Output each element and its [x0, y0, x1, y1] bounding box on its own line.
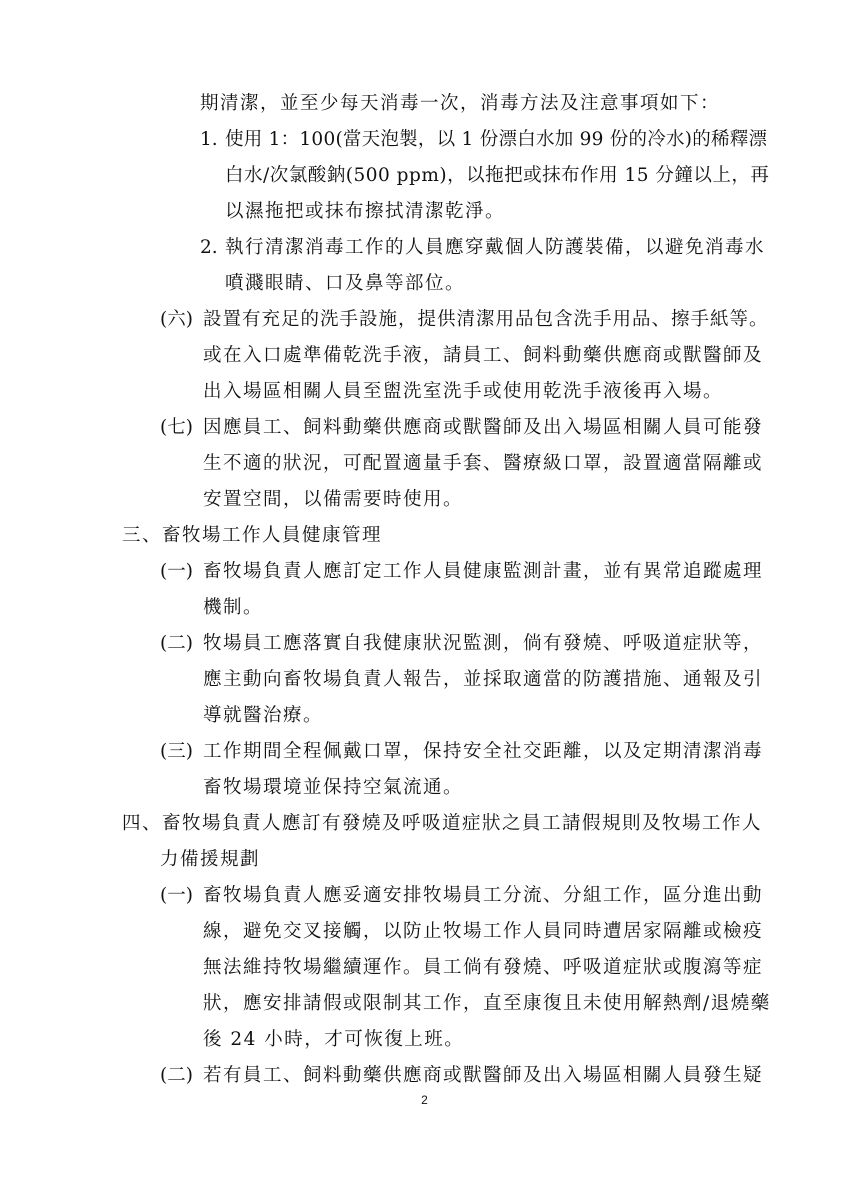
s4-item1-line-2: 線，避免交叉接觸，以防止牧場工作人員同時遭居家隔離或檢疫: [203, 921, 764, 942]
sub2-line-2: 噴濺眼睛、口及鼻等部位。: [225, 273, 466, 294]
s3-item1-line-1: 畜牧場負責人應訂定工作人員健康監測計畫，並有異常追蹤處理: [203, 561, 764, 582]
sub1-marker: 1.: [200, 129, 218, 150]
s3-item2-line-1: 牧場員工應落實自我健康狀況監測，倘有發燒、呼吸道症狀等，: [203, 633, 764, 654]
sub1-line-3: 以濕拖把或抹布擦拭清潔乾淨。: [225, 201, 506, 222]
s3-item3-line-1: 工作期間全程佩戴口罩，保持安全社交距離，以及定期清潔消毒: [203, 741, 764, 762]
item7-line-1: 因應員工、飼料動藥供應商或獸醫師及出入場區相關人員可能發: [203, 417, 764, 438]
s4-item1-line-4: 狀，應安排請假或限制其工作，直至康復且未使用解熱劑/退燒藥: [203, 993, 771, 1014]
item6-line-2: 或在入口處準備乾洗手液，請員工、飼料動藥供應商或獸醫師及: [203, 345, 764, 366]
s4-item2-marker: (二): [160, 1065, 193, 1086]
s3-item1-line-2: 機制。: [203, 597, 264, 618]
item6-marker: (六): [160, 309, 193, 330]
page-number: 2: [421, 1093, 428, 1107]
s4-item2-line-1: 若有員工、飼料動藥供應商或獸醫師及出入場區相關人員發生疑: [203, 1065, 764, 1086]
section4-heading-line-1: 四、畜牧場負責人應訂有發燒及呼吸道症狀之員工請假規則及牧場工作人: [122, 813, 763, 834]
section4-heading-line-2: 力備援規劃: [160, 849, 261, 870]
item7-line-2: 生不適的狀況，可配置適量手套、醫療級口罩，設置適當隔離或: [203, 453, 764, 474]
sub2-line-1: 執行清潔消毒工作的人員應穿戴個人防護裝備，以避免消毒水: [225, 237, 766, 258]
intro-line: 期清潔，並至少每天消毒一次，消毒方法及注意事項如下：: [200, 93, 721, 114]
s4-item1-marker: (一): [160, 885, 193, 906]
s3-item3-marker: (三): [160, 741, 193, 762]
item6-line-1: 設置有充足的洗手設施，提供清潔用品包含洗手用品、擦手紙等。: [203, 309, 769, 330]
s4-item1-line-1: 畜牧場負責人應妥適安排牧場員工分流、分組工作，區分進出動: [203, 885, 764, 906]
s3-item2-marker: (二): [160, 633, 193, 654]
sub1-line-1: 使用 1：100(當天泡製，以 1 份漂白水加 99 份的冷水)的稀釋漂: [225, 129, 768, 150]
sub2-marker: 2.: [200, 237, 218, 258]
item7-line-3: 安置空間，以備需要時使用。: [203, 489, 464, 510]
s3-item3-line-2: 畜牧場環境並保持空氣流通。: [203, 777, 464, 798]
s4-item1-line-5: 後 24 小時，才可恢復上班。: [203, 1029, 465, 1050]
s3-item2-line-3: 導就醫治療。: [203, 705, 324, 726]
item7-marker: (七): [160, 417, 193, 438]
s3-item2-line-2: 應主動向畜牧場負責人報告，並採取適當的防護措施、通報及引: [203, 669, 764, 690]
section3-heading: 三、畜牧場工作人員健康管理: [122, 525, 383, 546]
s3-item1-marker: (一): [160, 561, 193, 582]
s4-item1-line-3: 無法維持牧場繼續運作。員工倘有發燒、呼吸道症狀或腹瀉等症: [203, 957, 764, 978]
item6-line-3: 出入場區相關人員至盥洗室洗手或使用乾洗手液後再入場。: [203, 381, 724, 402]
sub1-line-2: 白水/次氯酸鈉(500 ppm)，以拖把或抹布作用 15 分鐘以上，再: [225, 165, 770, 186]
